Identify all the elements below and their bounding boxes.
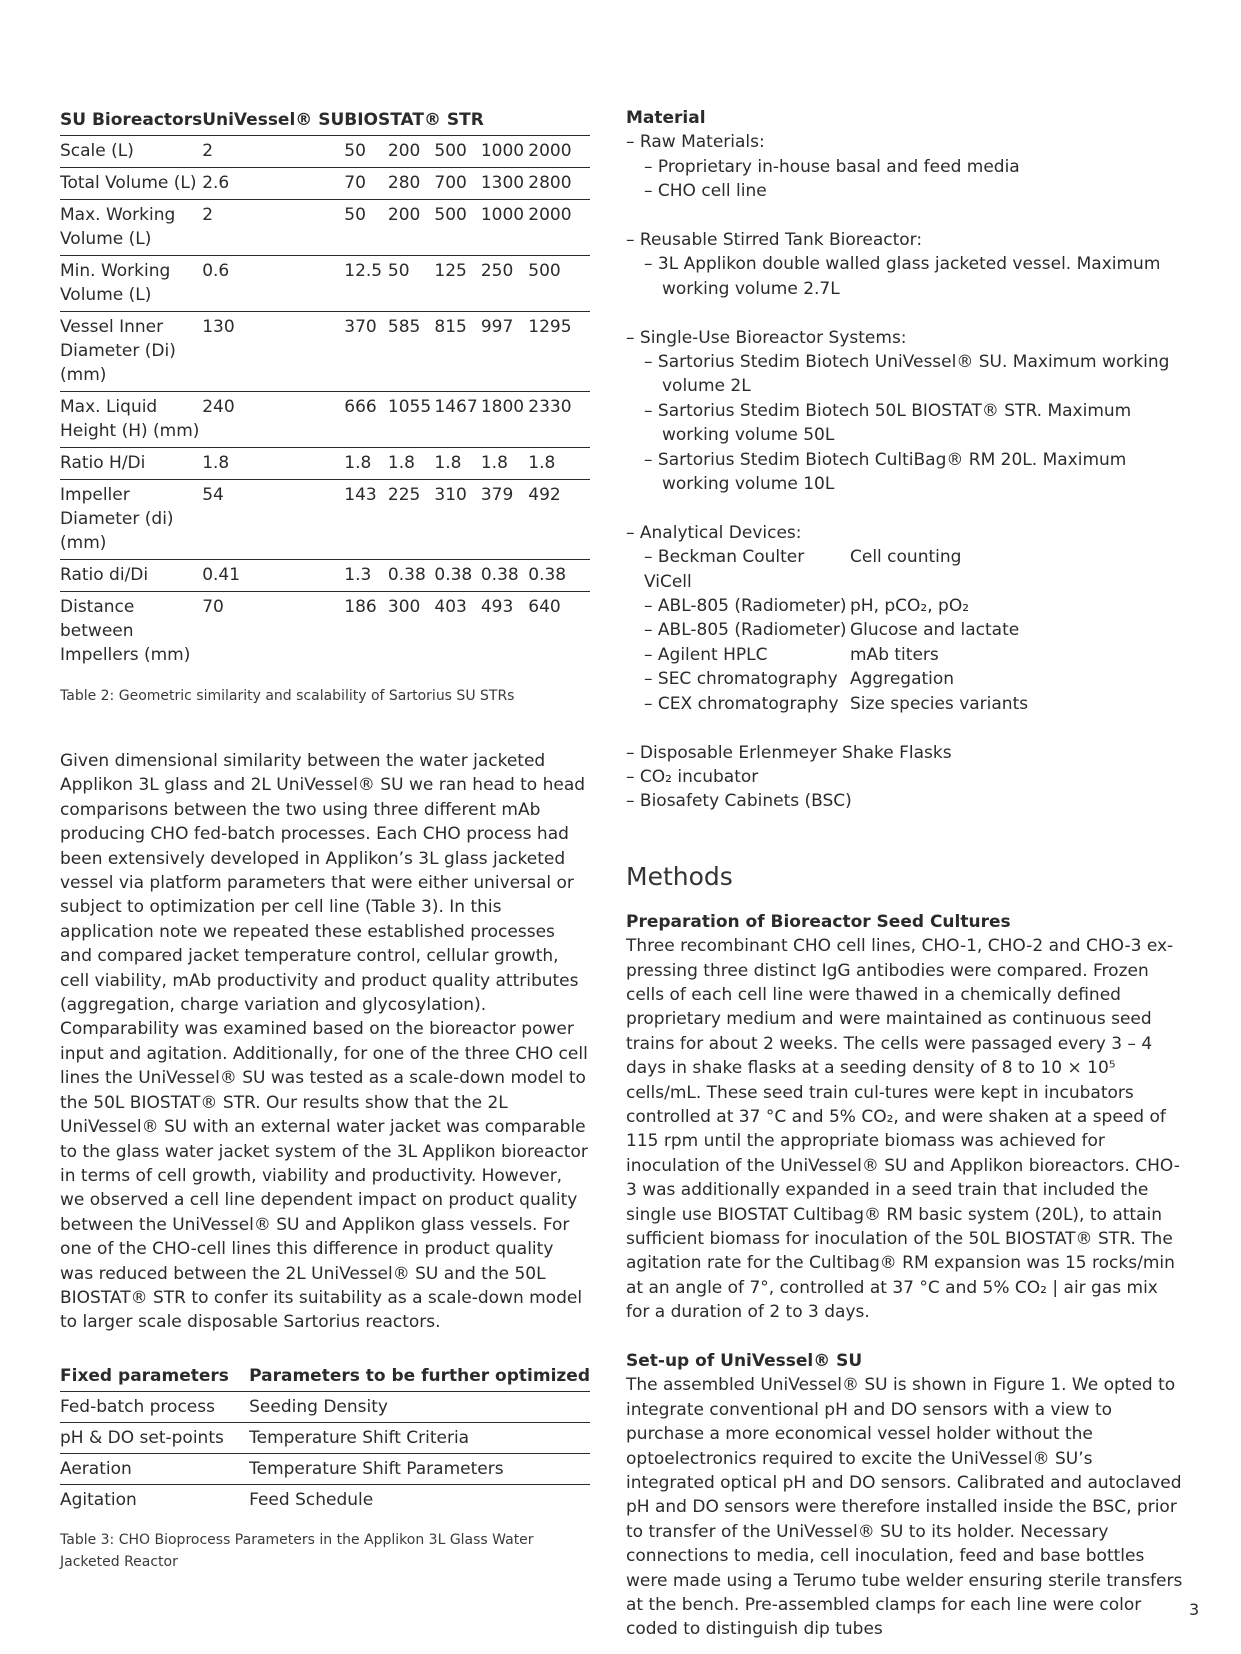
table-row — [60, 592, 590, 672]
table-cell: Max. Working Volume (L) — [60, 200, 202, 256]
table-cell: 1055 — [388, 392, 434, 448]
table-cell: 186 — [344, 592, 388, 672]
table-cell: 54 — [202, 480, 344, 560]
table-row — [60, 1453, 590, 1484]
table-row — [60, 1391, 590, 1422]
table-cell: 1295 — [528, 312, 590, 392]
table-cell: 1.8 — [434, 448, 480, 480]
table-header-row — [60, 1361, 590, 1392]
device-row — [626, 545, 1186, 594]
table-cell: 2 — [202, 136, 344, 168]
table-cell: 700 — [434, 168, 480, 200]
table-cell: 403 — [434, 592, 480, 672]
table-cell: Ratio H/Di — [60, 448, 202, 480]
seed-paragraph: Three recombinant CHO cell lines, CHO-1, CHO-2 and CHO-3 ex-pressing three distinct IgG antibodies were compared. Frozen cells of each cell line were thawed in a chemically defined proprietary medium and were maintained as continuous seed trains for about 2 weeks. The cells were passaged every 3 – 4 days in shake flasks at a seeding density of 8 to 10 × 10⁵ cells/mL. These seed train cul-tures were kept in incubators controlled at 37 °C and 5% CO₂, and were shaken at a speed of 115 rpm until the appropriate biomass was achieved for inoculation of the UniVessel® SU and Applikon bioreactors. CHO-3 was additionally expanded in a seed train that included the single use BIOSTAT Cultibag® RM basic system (20L), to attain sufficient biomass for inoculation of the 50L BIOSTAT® STR. The agitation rate for the Cultibag® RM expansion was 15 rocks/min at an angle of 7°, controlled at 37 °C and 5% CO₂ | air gas mix for a duration of 2 to 3 days. — [626, 936, 1180, 1323]
device-use: Aggregation — [850, 669, 955, 690]
device-name: – SEC chromatography — [644, 669, 838, 690]
table-cell: 1000 — [481, 200, 528, 256]
table-cell: 585 — [388, 312, 434, 392]
list-item: – CO₂ incubator — [626, 766, 759, 787]
table-row — [60, 448, 590, 480]
table-cell: 70 — [344, 168, 388, 200]
table-cell: 200 — [388, 136, 434, 168]
device-name: – Beckman Coulter ViCell — [644, 547, 805, 592]
table-cell: 997 — [481, 312, 528, 392]
table-header-cell: UniVessel® SU — [202, 110, 345, 130]
table-cell: 493 — [481, 592, 528, 672]
table-3-body — [60, 1391, 590, 1515]
table-cell: 143 — [344, 480, 388, 560]
table-cell: Scale (L) — [60, 136, 202, 168]
table-cell: 640 — [528, 592, 590, 672]
table-cell: 1467 — [434, 392, 480, 448]
table-row — [60, 200, 590, 256]
table-cell: 1300 — [481, 168, 528, 200]
table-cell: Max. Liquid Height (H) (mm) — [60, 392, 202, 448]
table-cell: 2800 — [528, 168, 590, 200]
device-name: – ABL-805 (Radiometer) — [644, 596, 847, 617]
table-cell: 2000 — [528, 200, 590, 256]
table-cell: 815 — [434, 312, 480, 392]
left-column — [60, 106, 590, 1573]
table-cell: 500 — [434, 200, 480, 256]
device-row — [626, 643, 1186, 667]
table-cell: 280 — [388, 168, 434, 200]
table-cell: 500 — [434, 136, 480, 168]
right-column — [626, 106, 1186, 1642]
table-cell: Feed Schedule — [249, 1484, 590, 1515]
device-row — [626, 618, 1186, 642]
table-cell: 1.8 — [344, 448, 388, 480]
list-item: – Raw Materials: — [626, 132, 765, 153]
table-2 — [60, 106, 590, 671]
table-cell: Impeller Diameter (di) (mm) — [60, 480, 202, 560]
setup-heading: Set-up of UniVessel® SU — [626, 1351, 863, 1372]
table-header-cell: Fixed parameters — [60, 1365, 229, 1386]
table-cell: 0.6 — [202, 256, 344, 312]
device-row — [626, 594, 1186, 618]
table-cell: 0.41 — [202, 560, 344, 592]
table-row — [60, 312, 590, 392]
table-cell: pH & DO set-points — [60, 1422, 249, 1453]
list-item: – Disposable Erlenmeyer Shake Flasks — [626, 742, 952, 763]
seed-heading: Preparation of Bioreactor Seed Cultures — [626, 911, 1011, 932]
table-cell: Seeding Density — [249, 1391, 590, 1422]
table-cell: 50 — [344, 136, 388, 168]
table-2-body — [60, 136, 590, 672]
list-item: – Proprietary in-house basal and feed media — [644, 156, 1020, 177]
list-item: – Biosafety Cabinets (BSC) — [626, 791, 852, 812]
material-heading: Material — [626, 108, 706, 128]
table-cell: 250 — [481, 256, 528, 312]
setup-paragraph: The assembled UniVessel® SU is shown in Figure 1. We opted to integrate conventional pH and DO sensors with a view to purchase a more economical vessel holder without the optoelectronics required to excite the UniVessel® SU’s integrated optical pH and DO sensors. Calibrated and autoclaved pH and DO sensors were therefore installed inside the BSC, prior to transfer of the UniVessel® SU to its holder. Necessary connections to media, cell inoculation, feed and base bottles were made using a Terumo tube welder ensuring sterile transfers at the bench. Pre-assembled clamps for each line were color coded to distinguish dip tubes — [626, 1375, 1183, 1640]
table-cell: 0.38 — [528, 560, 590, 592]
table-row — [60, 560, 590, 592]
table-cell: 492 — [528, 480, 590, 560]
table-header-cell: SU Bioreactors — [60, 110, 203, 130]
device-row — [626, 692, 1186, 716]
list-item: – Sartorius Stedim Biotech CultiBag® RM 20L. Maximum working volume 10L — [644, 449, 1127, 495]
table-cell: 1.3 — [344, 560, 388, 592]
table-3 — [60, 1361, 590, 1515]
list-item: – CHO cell line — [644, 181, 767, 202]
list-item: – Sartorius Stedim Biotech UniVessel® SU. Maximum working volume 2L — [644, 352, 1170, 397]
table-cell: 2000 — [528, 136, 590, 168]
table-cell: 0.38 — [481, 560, 528, 592]
table-cell: 666 — [344, 392, 388, 448]
table-row — [60, 1422, 590, 1453]
table-cell: 225 — [388, 480, 434, 560]
table-cell: 2330 — [528, 392, 590, 448]
table-header-cell: Parameters to be further optimized — [249, 1365, 590, 1386]
list-item: – Reusable Stirred Tank Bioreactor: — [626, 230, 923, 251]
table-row — [60, 392, 590, 448]
table-row — [60, 168, 590, 200]
device-use: mAb titers — [850, 644, 939, 665]
table-cell: 70 — [202, 592, 344, 672]
table-cell: 370 — [344, 312, 388, 392]
table-cell: 50 — [388, 256, 434, 312]
table-row — [60, 256, 590, 312]
table-cell: Vessel Inner Diameter (Di) (mm) — [60, 312, 202, 392]
table-cell: Min. Working Volume (L) — [60, 256, 202, 312]
table-cell: 12.5 — [344, 256, 388, 312]
table-cell: Agitation — [60, 1484, 249, 1515]
table-row — [60, 136, 590, 168]
table-cell: 2 — [202, 200, 344, 256]
device-row — [626, 667, 1186, 691]
table-cell: 1800 — [481, 392, 528, 448]
table-cell: 300 — [388, 592, 434, 672]
device-name: – Agilent HPLC — [644, 644, 768, 665]
table-cell: 0.38 — [388, 560, 434, 592]
methods-title: Methods — [626, 861, 733, 891]
table-cell: Distance between Impellers (mm) — [60, 592, 202, 672]
device-use: Size species variants — [850, 693, 1029, 714]
table-header-row — [60, 106, 590, 136]
table-cell: 1.8 — [202, 448, 344, 480]
table-cell: 130 — [202, 312, 344, 392]
table-cell: 0.38 — [434, 560, 480, 592]
list-item: – Analytical Devices: — [626, 522, 802, 543]
list-item: – Single-Use Bioreactor Systems: — [626, 327, 907, 348]
list-item: – Sartorius Stedim Biotech 50L BIOSTAT® STR. Maximum working volume 50L — [644, 400, 1132, 446]
device-name: – CEX chromatography — [644, 693, 839, 714]
table-cell: Total Volume (L) — [60, 168, 202, 200]
page-number: 3 — [1189, 1600, 1200, 1619]
table-cell: 125 — [434, 256, 480, 312]
table-row — [60, 480, 590, 560]
table-cell: 240 — [202, 392, 344, 448]
device-use: pH, pCO₂, pO₂ — [850, 596, 970, 617]
table-cell: 50 — [344, 200, 388, 256]
table-cell: 379 — [481, 480, 528, 560]
table-cell: 310 — [434, 480, 480, 560]
table-3-caption: Table 3: CHO Bioprocess Parameters in the Applikon 3L Glass Water Jacketed Reactor — [60, 1531, 534, 1570]
table-row — [60, 1484, 590, 1515]
table-cell: 1000 — [481, 136, 528, 168]
table-cell: Temperature Shift Parameters — [249, 1453, 590, 1484]
table-cell: 500 — [528, 256, 590, 312]
device-use: Glucose and lactate — [850, 620, 1020, 641]
table-cell: Temperature Shift Criteria — [249, 1422, 590, 1453]
table-cell: 1.8 — [388, 448, 434, 480]
table-cell: Aeration — [60, 1453, 249, 1484]
list-item: – 3L Applikon double walled glass jacketed vessel. Maximum working volume 2.7L — [644, 254, 1161, 299]
table-cell: 2.6 — [202, 168, 344, 200]
device-name: – ABL-805 (Radiometer) — [644, 620, 847, 641]
table-cell: 1.8 — [481, 448, 528, 480]
intro-paragraph: Given dimensional similarity between the water jacketed Applikon 3L glass and 2L UniVessel® SU we ran head to head comparisons between the two using three different mAb producing CHO fed-batch processes. Each CHO process had been extensively developed in Applikon’s 3L glass jacketed vessel via platform parameters that were either universal or subject to optimization per cell line (Table 3). In this application note we repeated these established processes and compared jacket temperature control, cellular growth, cell viability, mAb productivity and product quality attributes (aggregation, charge variation and glycosylation). Comparability was examined based on the bioreactor power input and agitation. Additionally, for one of the three CHO cell lines the UniVessel® SU was tested as a scale-down model to the 50L BIOSTAT® STR. Our results show that the 2L UniVessel® SU with an external water jacket was comparable to the glass water jacket system of the 3L Applikon bioreactor in terms of cell growth, viability and productivity. However, we observed a cell line dependent impact on product quality between the UniVessel® SU and Applikon glass vessels. For one of the CHO-cell lines this difference in product quality was reduced between the 2L UniVessel® SU and the 50L BIOSTAT® STR to confer its suitability as a scale-down model to larger scale disposable Sartorius reactors. — [60, 751, 588, 1333]
table-cell: 1.8 — [528, 448, 590, 480]
table-header-cell: BIOSTAT® STR — [344, 110, 484, 130]
table-2-caption: Table 2: Geometric similarity and scalability of Sartorius SU STRs — [60, 688, 515, 704]
device-use: Cell counting — [850, 547, 962, 568]
table-cell: Fed-batch process — [60, 1391, 249, 1422]
table-cell: Ratio di/Di — [60, 560, 202, 592]
table-cell: 200 — [388, 200, 434, 256]
